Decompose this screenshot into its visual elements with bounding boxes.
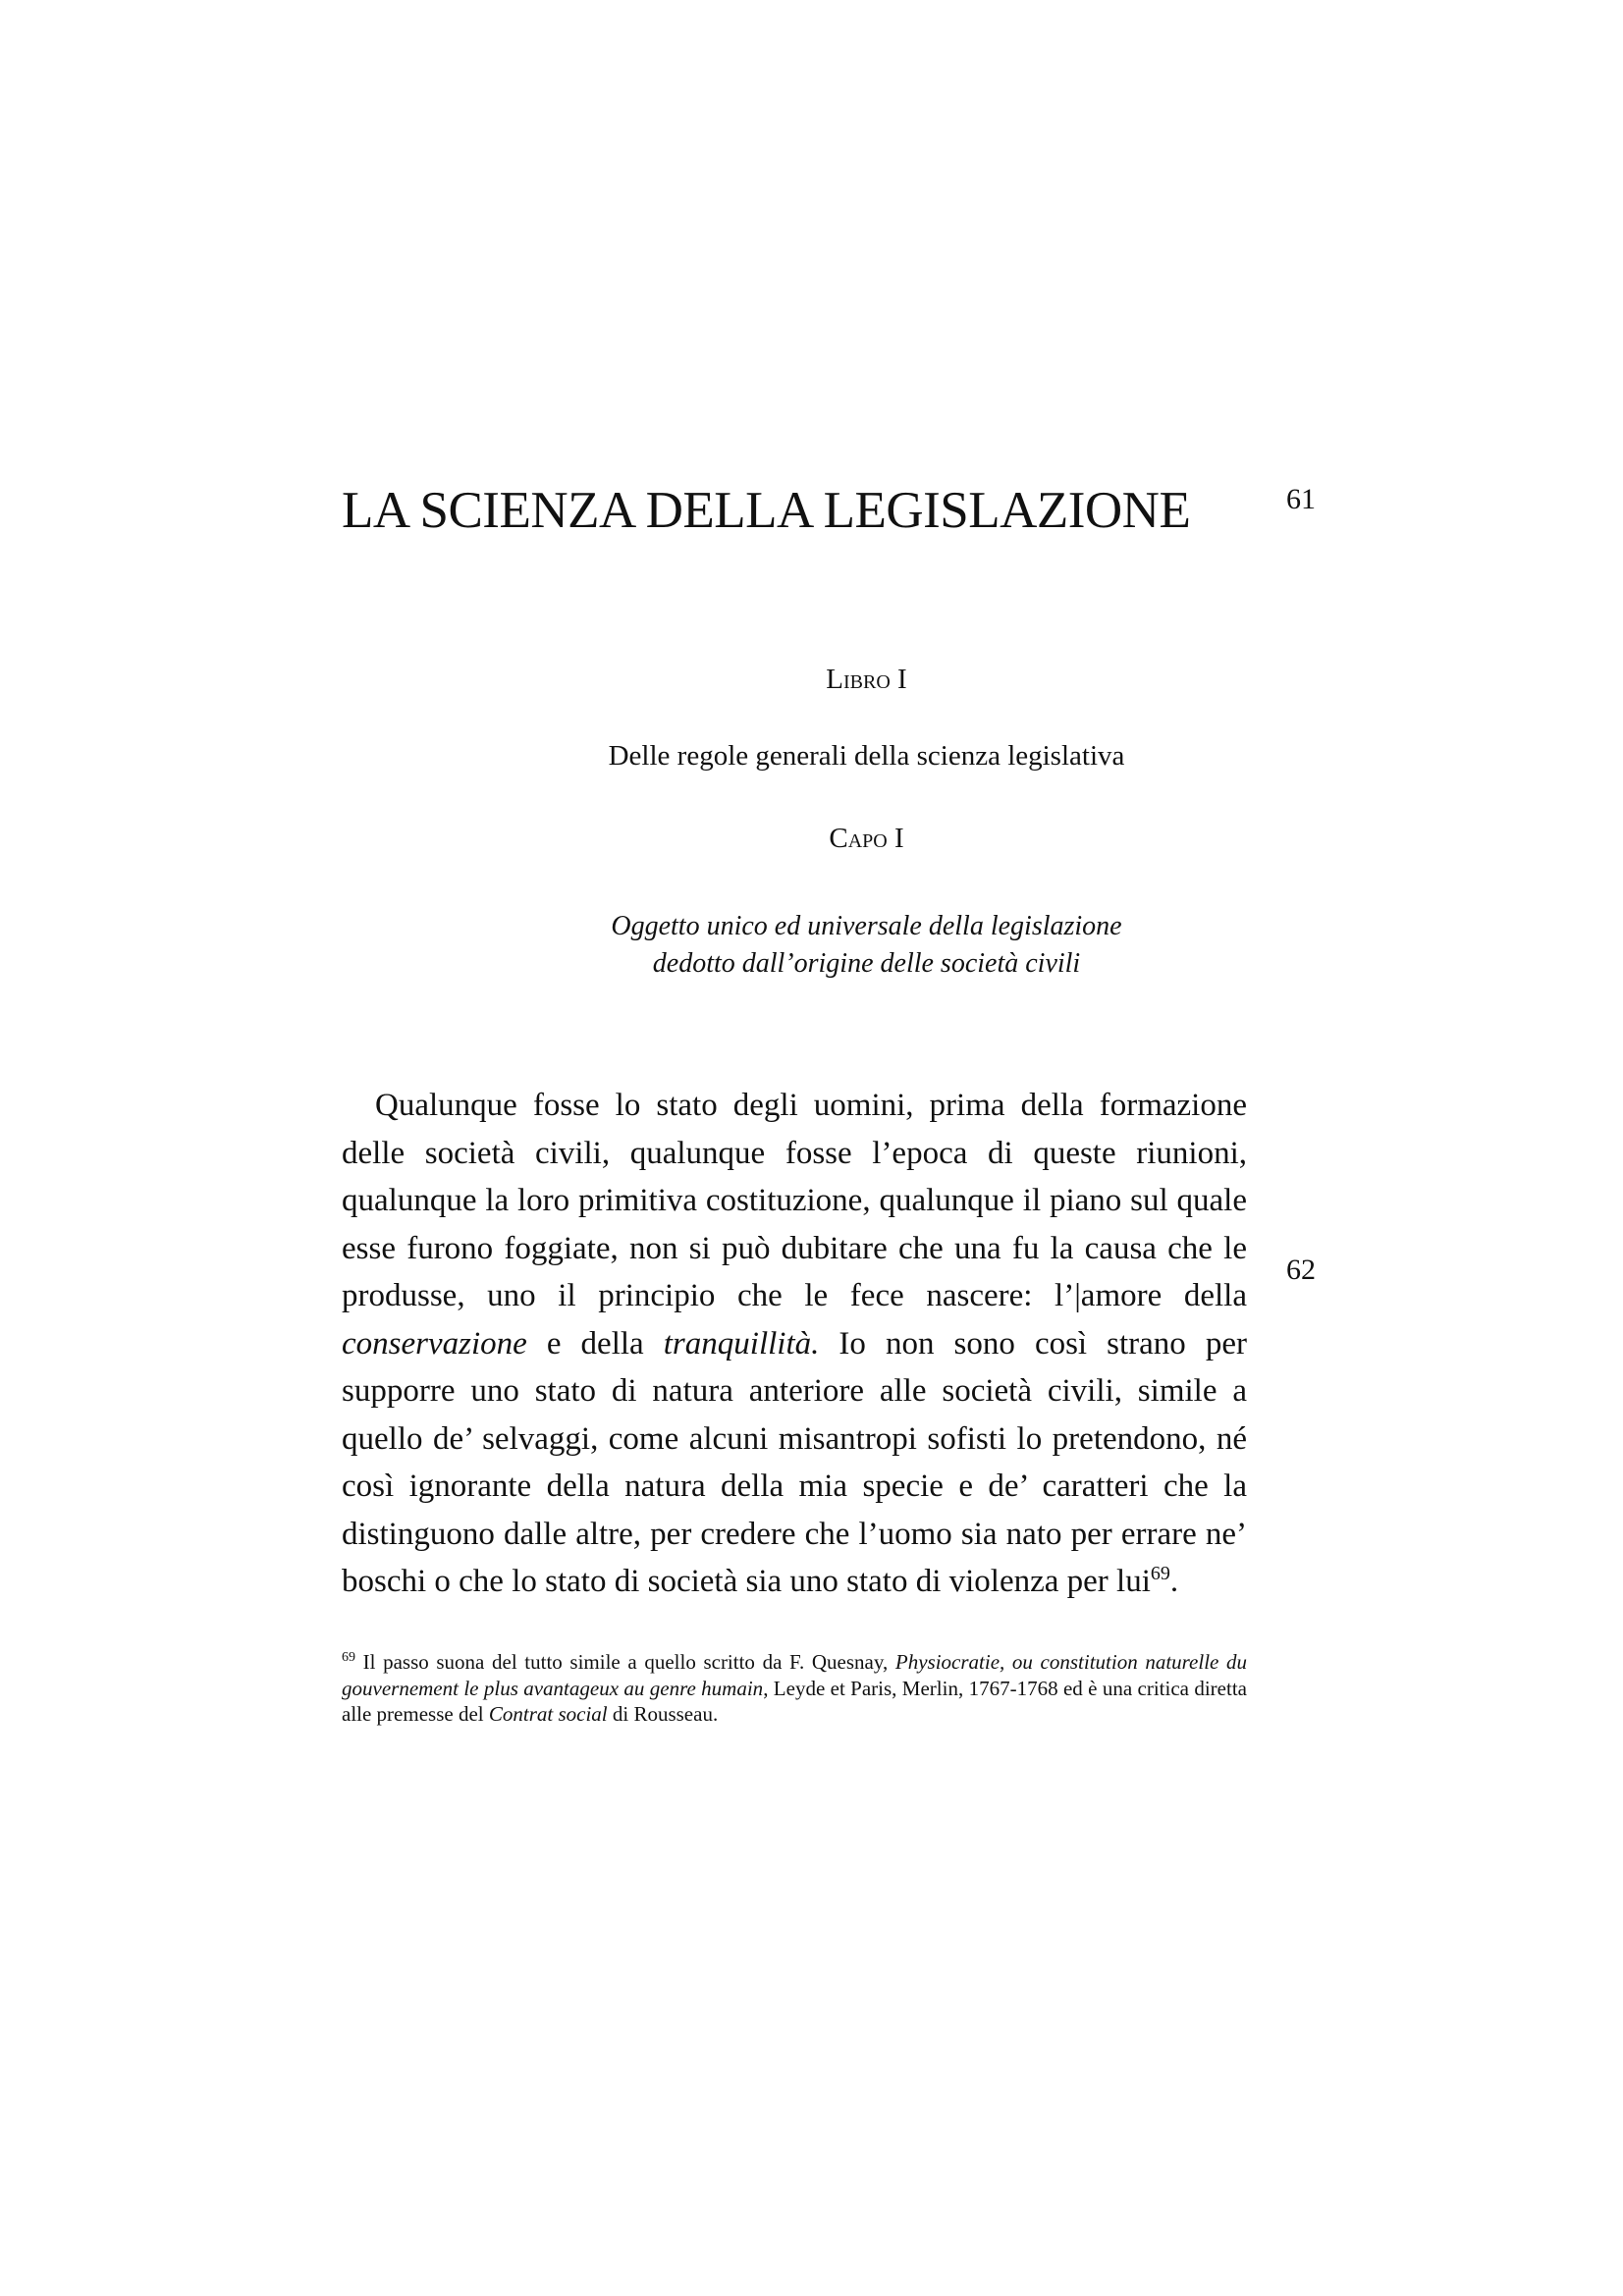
body-text-segment: Qualunque fosse lo stato degli uomini, prima della formazione delle società civili, qualunque fosse l’epoca di queste riunioni, qualunque la loro primitiva costituzione, qualunque il piano sul quale esse furono foggiate, non si può dubitare che una fu la causa che le produsse, uno il principio che le fece nascere: l’|amore della [342, 1088, 1247, 1313]
book-label: Libro I [826, 664, 907, 695]
footnote-text-segment: , Leyde et Paris, Merlin, 1767-1768 ed è una critica diretta alle premesse del [342, 1676, 1247, 1726]
footnote-text-segment: di Rousseau. [607, 1702, 719, 1726]
page-number: 61 [1286, 483, 1316, 515]
book-subtitle: Delle regole generali della scienza legislativa [608, 740, 1125, 772]
chapter-label: Capo I [829, 823, 904, 854]
body-text-segment: . [1169, 1564, 1179, 1599]
body-paragraph [342, 1082, 1247, 1606]
footnote-emphasis: Physiocratie, ou constitution naturelle du gouvernement le plus avantageux au genre humain [342, 1650, 1247, 1700]
footnote-emphasis: Contrat social [488, 1702, 608, 1726]
footnote-text-segment: Il passo suona del tutto simile a quello scritto da F. Quesnay, [355, 1650, 895, 1674]
page-title: LA SCIENZA DELLA LEGISLAZIONE [342, 482, 1191, 539]
chapter-title-line: dedotto dall’origine delle società civili [652, 948, 1081, 979]
body-text-segment: e della [526, 1325, 664, 1362]
margin-page-number: 62 [1286, 1254, 1316, 1286]
chapter-title [0, 908, 1623, 983]
body-text-segment: Io non sono così strano per supporre uno stato di natura anteriore alle società civili, simile a quello de’ selvaggi, come alcuni misantropi sofisti lo pretendono, né così ignorante della natura della mia specie e de’ caratteri che la distinguono dalle altre, per credere che l’uomo sia nato per errare ne’ boschi o che lo stato di società sia uno stato di violenza per lui [342, 1325, 1248, 1599]
body-emphasis: tranquillità. [663, 1325, 820, 1362]
footnote-number: 69 [342, 1650, 355, 1665]
chapter-title-line: Oggetto unico ed universale della legislazione [611, 911, 1122, 941]
body-emphasis: conservazione [342, 1325, 527, 1362]
footnote [342, 1649, 1247, 1728]
footnote-reference: 69 [1150, 1563, 1170, 1584]
